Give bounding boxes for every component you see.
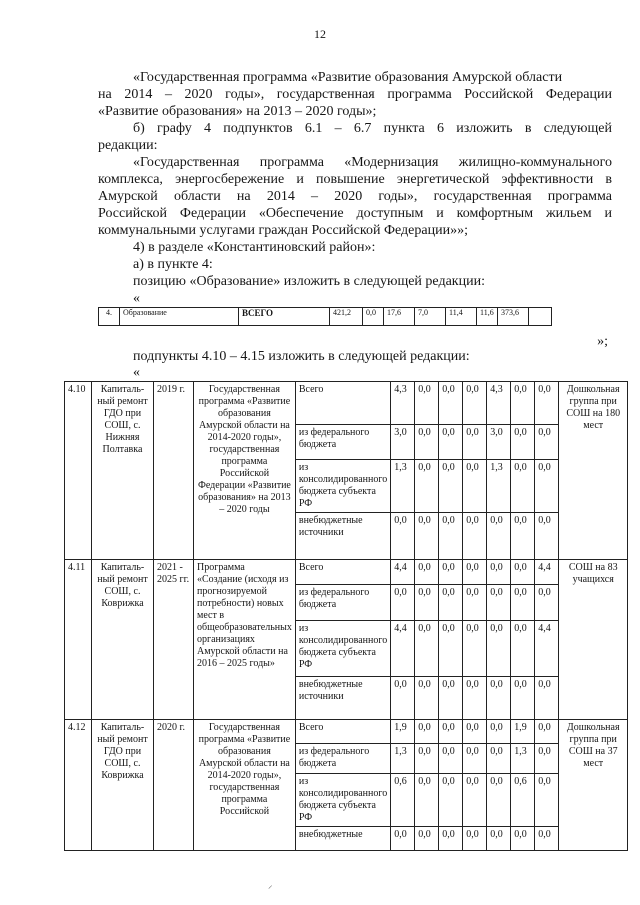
table-cell: 4,3 [487, 382, 511, 425]
paragraph-line: Амурской области на 2014 – 2020 годы», государственная программа [98, 189, 612, 204]
table-cell: 0,0 [463, 827, 487, 851]
table-cell: 0,0 [415, 677, 439, 720]
table-cell: 0,0 [439, 425, 463, 460]
table-cell: 4,4 [391, 621, 415, 677]
table-cell: 4.12 [65, 720, 92, 851]
table-cell: 0,0 [439, 774, 463, 827]
table-cell: 0,0 [463, 425, 487, 460]
paragraph-line: коммунальными услугами граждан Российской Федерации»»; [98, 223, 468, 238]
table-cell: 0,0 [439, 827, 463, 851]
table-cell: 0,0 [415, 744, 439, 774]
table-cell: 0,0 [439, 720, 463, 744]
table-cell: 0,0 [439, 585, 463, 621]
table-cell: 1,3 [511, 744, 535, 774]
table-cell: 0,0 [439, 460, 463, 513]
table-cell: Всего [295, 720, 390, 744]
paragraph-line: Российской Федерации «Обеспечение доступным и комфортным жильем и [98, 206, 612, 221]
table-cell: 0,0 [535, 677, 559, 720]
table-cell: внебюджетные [295, 827, 390, 851]
table-cell: 0,0 [535, 774, 559, 827]
table-cell: 0,0 [535, 382, 559, 425]
table-cell: 0,0 [511, 513, 535, 560]
table-cell: 373,6 [498, 308, 529, 326]
table-cell: 2019 г. [154, 382, 194, 560]
table-cell: 0,6 [511, 774, 535, 827]
table-cell: 3,0 [487, 425, 511, 460]
table-cell: 2021 - 2025 гг. [154, 560, 194, 720]
table-cell: 0,0 [487, 560, 511, 585]
table-cell: 0,0 [391, 677, 415, 720]
table-cell: 0,0 [535, 513, 559, 560]
table-cell: 0,0 [535, 744, 559, 774]
table-cell: 4.11 [65, 560, 92, 720]
paragraph-line: а) в пункте 4: [133, 257, 213, 272]
table-cell: 0,0 [535, 585, 559, 621]
table-cell: 0,0 [415, 827, 439, 851]
table-cell: 0,0 [463, 720, 487, 744]
table-cell: 0,0 [463, 460, 487, 513]
table-cell: 0,0 [535, 720, 559, 744]
table-cell: из федерального бюджета [295, 585, 390, 621]
paragraph-line: б) графу 4 подпунктов 6.1 – 6.7 пункта 6 изложить в следующей [133, 121, 612, 136]
table-row [65, 560, 628, 585]
table-cell: 4,4 [535, 560, 559, 585]
table-cell: 0,0 [511, 621, 535, 677]
table-cell: 0,0 [463, 513, 487, 560]
table-cell: 0,0 [415, 774, 439, 827]
table-cell: 4,4 [535, 621, 559, 677]
table-cell: Всего [295, 560, 390, 585]
table-cell: из консолидированного бюджета субъекта РФ [295, 460, 390, 513]
table-cell: 0,0 [463, 774, 487, 827]
table-cell: 0,0 [535, 425, 559, 460]
table-row [99, 308, 552, 326]
education-position-table [98, 307, 552, 326]
table-cell: 0,0 [415, 585, 439, 621]
table-cell: 0,0 [511, 382, 535, 425]
table-cell: 0,0 [511, 827, 535, 851]
table-cell: 1,3 [391, 744, 415, 774]
table-cell: Капиталь-ный ремонт ГДО при СОШ, с. Нижняя Полтавка [92, 382, 154, 560]
table-cell: из консолидированного бюджета субъекта РФ [295, 621, 390, 677]
table-cell: 0,0 [391, 827, 415, 851]
table-cell: 0,0 [487, 621, 511, 677]
table-cell: 3,0 [391, 425, 415, 460]
paragraph-line: позицию «Образование» изложить в следующей редакции: [133, 274, 485, 289]
table-cell: 0,0 [463, 585, 487, 621]
table-cell: 0,0 [439, 560, 463, 585]
table-cell: 0,0 [487, 677, 511, 720]
table-cell: Дошкольная группа при СОШ на 180 мест [559, 382, 628, 560]
table-cell: 4.10 [65, 382, 92, 560]
table-cell: 0,0 [415, 720, 439, 744]
table-cell: 0,0 [463, 621, 487, 677]
table-cell: ВСЕГО [239, 308, 330, 326]
paragraph-line: подпункты 4.10 – 4.15 изложить в следующей редакции: [133, 349, 470, 364]
table-cell: Образование [120, 308, 239, 326]
table-cell: 0,0 [463, 744, 487, 774]
table-cell: 4,3 [391, 382, 415, 425]
table-cell: 0,0 [487, 585, 511, 621]
table-cell: 0,0 [487, 774, 511, 827]
table-cell: Капиталь-ный ремонт СОШ, с. Коврижка [92, 560, 154, 720]
paragraph-line: комплекса, энергосбережение и повышение энергетической эффективности в [98, 172, 612, 187]
open-quote: « [133, 291, 140, 306]
table-cell: СОШ на 83 учащихся [559, 560, 628, 720]
table-cell: 4,4 [391, 560, 415, 585]
paragraph-line: 4) в разделе «Константиновский район»: [133, 240, 376, 255]
table-row [65, 382, 628, 425]
table-cell: 2020 г. [154, 720, 194, 851]
table-cell: 1,3 [391, 460, 415, 513]
table-cell: из федерального бюджета [295, 744, 390, 774]
subsections-table [64, 381, 628, 851]
table-cell: 11,4 [446, 308, 477, 326]
table-cell: внебюджетные источники [295, 513, 390, 560]
table-cell [529, 308, 552, 326]
paragraph-line: «Развитие образования» на 2013 – 2020 годы»; [98, 104, 377, 119]
table-cell: Дошкольная группа при СОШ на 37 мест [559, 720, 628, 851]
open-quote: « [133, 365, 140, 380]
table-cell: 0,0 [439, 677, 463, 720]
table-cell: 0,0 [439, 513, 463, 560]
table-cell: 0,0 [463, 560, 487, 585]
table-cell: 1,3 [487, 460, 511, 513]
table-cell: 0,0 [391, 585, 415, 621]
table-cell: 0,0 [415, 425, 439, 460]
table-cell: 0,0 [415, 460, 439, 513]
table-cell: 0,0 [463, 677, 487, 720]
table-cell: Государственная программа «Развитие образования Амурской области на 2014-2020 годы», государственная программа Российской Федерации «Развитие образования» на 2013 – 2020 годы [194, 382, 296, 560]
table-cell: из федерального бюджета [295, 425, 390, 460]
paragraph-line: «Государственная программа «Развитие образования Амурской области [133, 70, 563, 85]
table-cell: 0,0 [439, 744, 463, 774]
table-cell: внебюджетные источники [295, 677, 390, 720]
table-cell: из консолидированного бюджета субъекта РФ [295, 774, 390, 827]
table-cell: 1,9 [511, 720, 535, 744]
table-cell: 0,0 [487, 720, 511, 744]
table-cell: 0,6 [391, 774, 415, 827]
table-cell: Капиталь-ный ремонт ГДО при СОШ, с. Коврижка [92, 720, 154, 851]
table-cell: 0,0 [535, 460, 559, 513]
table-cell: 0,0 [487, 827, 511, 851]
table-cell: 0,0 [463, 382, 487, 425]
table-row [65, 720, 628, 744]
paragraph-line: на 2014 – 2020 годы», государственная программа Российской Федерации [98, 87, 612, 102]
table-cell: 421,2 [330, 308, 363, 326]
table-cell: Всего [295, 382, 390, 425]
table-cell: Государственная программа «Развитие образования Амурской области на 2014-2020 годы», государственная программа Российской [194, 720, 296, 851]
scan-mark-icon: ⸝ [268, 880, 273, 890]
table-cell: 0,0 [511, 560, 535, 585]
table-cell: 0,0 [487, 513, 511, 560]
paragraph-line: редакции: [98, 138, 158, 153]
table-cell: 4. [99, 308, 120, 326]
close-quote: »; [597, 334, 608, 349]
paragraph-line: «Государственная программа «Модернизация жилищно-коммунального [133, 155, 612, 170]
table-cell: 0,0 [511, 677, 535, 720]
table-cell: 0,0 [511, 585, 535, 621]
table-cell: 0,0 [487, 744, 511, 774]
table-cell: 0,0 [391, 513, 415, 560]
table-cell: 0,0 [363, 308, 384, 326]
table-cell: Программа «Создание (исходя из прогнозируемой потребности) новых мест в общеобразовательных организациях Амурской области на 2016 – 2025 годы» [194, 560, 296, 720]
table-cell: 11,6 [477, 308, 498, 326]
table-cell: 0,0 [415, 513, 439, 560]
table-cell: 1,9 [391, 720, 415, 744]
table-cell: 0,0 [511, 460, 535, 513]
table-cell: 0,0 [535, 827, 559, 851]
table-cell: 0,0 [439, 621, 463, 677]
table-cell: 0,0 [415, 621, 439, 677]
table-cell: 0,0 [415, 382, 439, 425]
table-cell: 0,0 [439, 382, 463, 425]
page-number: 12 [314, 27, 326, 41]
table-cell: 0,0 [415, 560, 439, 585]
table-cell: 7,0 [415, 308, 446, 326]
table-cell: 0,0 [511, 425, 535, 460]
table-cell: 17,6 [384, 308, 415, 326]
